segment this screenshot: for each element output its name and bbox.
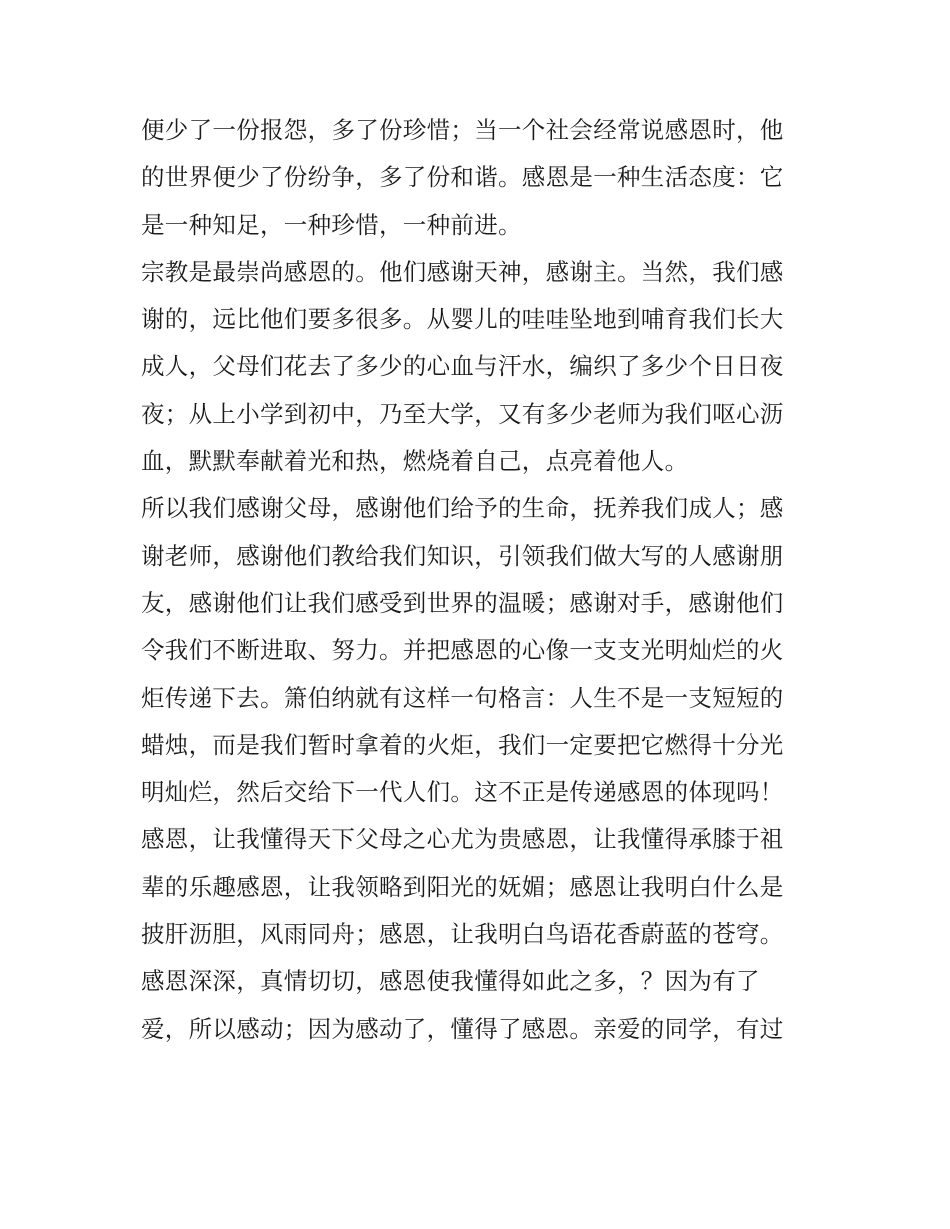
- text-line: 友，感谢他们让我们感受到世界的温暖；感谢对手，感谢他们: [141, 588, 784, 617]
- body-text: [141, 107, 821, 1053]
- text-line: 的世界便少了份纷争，多了份和谐。感恩是一种生活态度：它: [141, 163, 784, 192]
- text-line: 令我们不断进取、努力。并把感恩的心像一支支光明灿烂的火: [141, 636, 784, 665]
- text-line: 感恩，让我懂得天下父母之心尤为贵感恩，让我懂得承膝于祖: [141, 825, 784, 854]
- text-line: 是一种知足，一种珍惜，一种前进。: [141, 210, 522, 239]
- text-line: 辈的乐趣感恩，让我领略到阳光的妩媚；感恩让我明白什么是: [141, 872, 784, 901]
- text-line: 感恩深深，真情切切，感恩使我懂得如此之多，？因为有了: [141, 967, 760, 996]
- text-line: 谢老师，感谢他们教给我们知识，引领我们做大写的人感谢朋: [141, 541, 784, 570]
- text-line: 便少了一份报怨，多了份珍惜；当一个社会经常说感恩时，他: [141, 116, 784, 144]
- text-line: 爱，所以感动；因为感动了，懂得了感恩。亲爱的同学，有过: [141, 1014, 784, 1043]
- text-line: 披肝沥胆，风雨同舟；感恩，让我明白鸟语花香蔚蓝的苍穹。: [141, 920, 784, 949]
- text-line: 明灿烂，然后交给下一代人们。这不正是传递感恩的体现吗！: [141, 778, 784, 807]
- text-line: 成人，父母们花去了多少的心血与汗水，编织了多少个日日夜: [141, 352, 784, 381]
- text-line: 谢的，远比他们要多很多。从婴儿的哇哇坠地到哺育我们长大: [141, 305, 784, 334]
- text-line: 夜；从上小学到初中，乃至大学，又有多少老师为我们呕心沥: [141, 399, 784, 428]
- text-line: 血，默默奉献着光和热，燃烧着自己，点亮着他人。: [141, 447, 689, 476]
- text-line: 炬传递下去。箫伯纳就有这样一句格言：人生不是一支短短的: [141, 683, 784, 712]
- text-line: 宗教是最崇尚感恩的。他们感谢天神，感谢主。当然，我们感: [141, 257, 784, 286]
- text-line: 所以我们感谢父母，感谢他们给予的生命，抚养我们成人；感: [141, 494, 784, 523]
- text-line: 蜡烛，而是我们暂时拿着的火炬，我们一定要把它燃得十分光: [141, 730, 784, 759]
